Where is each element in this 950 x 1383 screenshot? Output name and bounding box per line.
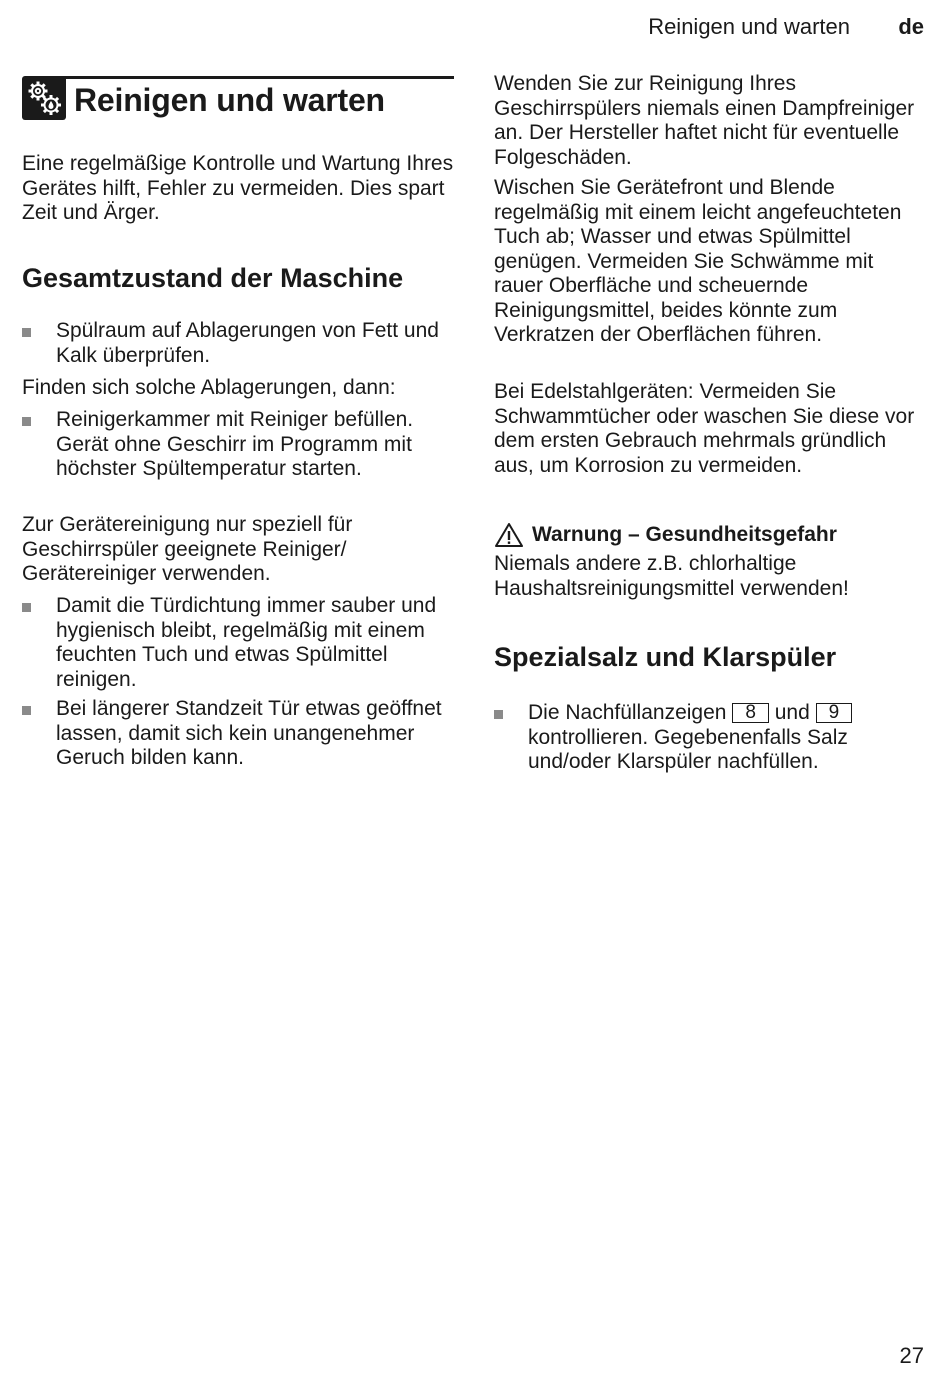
paragraph-edelstahl: Bei Edelstahlgeräten: Vermeiden Sie Schwammtücher oder waschen Sie diese vor dem ersten Gebrauch mehrmals gründlich aus, um Korrosion zu vermeiden. bbox=[494, 380, 915, 477]
list-item: Bei längerer Standzeit Tür etwas geöffnet lassen, damit sich kein unangenehmer Geruch bilden kann. bbox=[22, 697, 454, 771]
reference-box-9: 9 bbox=[816, 703, 853, 723]
bullet-square-icon bbox=[22, 603, 31, 612]
cleaning-gears-icon bbox=[22, 76, 66, 120]
bullet-list-3 bbox=[22, 594, 454, 771]
title-rule bbox=[54, 76, 454, 79]
intro-paragraph: Eine regelmäßige Kontrolle und Wartung Ihres Gerätes hilft, Fehler zu vermeiden. Dies spart Zeit und Ärger. bbox=[22, 152, 454, 224]
section-heading-gesamtzustand: Gesamtzustand der Maschine bbox=[22, 263, 404, 293]
page-number: 27 bbox=[899, 1343, 924, 1368]
bullet-square-icon bbox=[494, 710, 503, 719]
paragraph-geraetefront: Wischen Sie Gerätefront und Blende regelmäßig mit einem leicht angefeuchteten Tuch ab; Wasser und etwas Spülmittel genügen. Vermeiden Sie Schwämme mit rauer Oberfläche und scheuernde Reinigungsmittel, beides könnte zum Verkratzen der Oberflächen führen. bbox=[494, 176, 902, 346]
list-item: Die Nachfüllanzeigen 8 und 9 kontrollieren. Gegebenenfalls Salz und/oder Klarspüler nachfüllen. bbox=[494, 701, 924, 775]
bullet-list-2 bbox=[22, 408, 454, 482]
page-header bbox=[0, 14, 950, 44]
header-language-code: de bbox=[898, 14, 924, 39]
warning-block bbox=[494, 522, 924, 601]
bullet-list-4 bbox=[494, 701, 924, 775]
warning-text: Niemals andere z.B. chlorhaltige Haushaltsreinigungsmittel verwenden! bbox=[494, 552, 849, 600]
warning-heading: Warnung – Gesundheitsgefahr bbox=[494, 522, 924, 548]
paragraph-dampfreiniger: Wenden Sie zur Reinigung Ihres Geschirrspülers niemals einen Dampfreiniger an. Der Hersteller haftet nicht für eventuelle Folgeschäden. bbox=[494, 72, 915, 169]
list-item: Reinigerkammer mit Reiniger befüllen. Gerät ohne Geschirr im Programm mit höchster Spültemperatur starten. bbox=[22, 408, 454, 482]
header-section-title: Reinigen und warten bbox=[648, 14, 850, 39]
paragraph-geraetereinigung: Zur Gerätereinigung nur speziell für Geschirrspüler geeignete Reiniger/ Gerätereiniger verwenden. bbox=[22, 513, 353, 585]
list-item: Damit die Türdichtung immer sauber und hygienisch bleibt, regelmäßig mit einem feuchten Tuch und etwas Spülmittel reinigen. bbox=[22, 594, 454, 692]
warning-triangle-icon bbox=[494, 522, 524, 548]
reference-box-8: 8 bbox=[732, 703, 769, 723]
list-item: Spülraum auf Ablagerungen von Fett und Kalk überprüfen. bbox=[22, 319, 454, 368]
bullet-square-icon bbox=[22, 417, 31, 426]
page-title: Reinigen und warten bbox=[74, 82, 385, 118]
bullet-square-icon bbox=[22, 328, 31, 337]
bullet-list-1 bbox=[22, 319, 454, 368]
bullet-square-icon bbox=[22, 706, 31, 715]
paragraph-ablagerungen: Finden sich solche Ablagerungen, dann: bbox=[22, 376, 396, 399]
section-heading-spezialsalz: Spezialsalz und Klarspüler bbox=[494, 642, 837, 672]
